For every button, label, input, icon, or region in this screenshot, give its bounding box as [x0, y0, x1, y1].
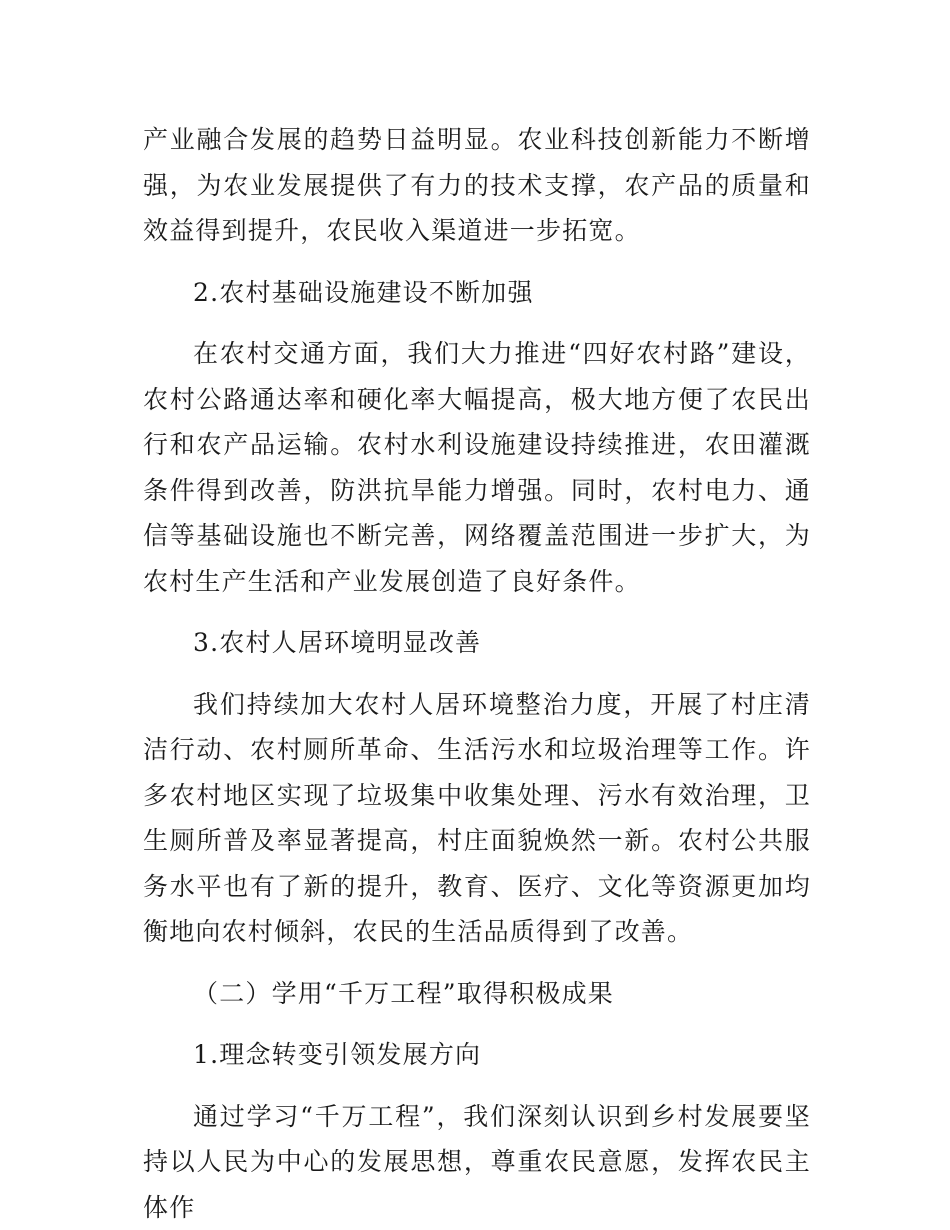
document-page [143, 117, 811, 1230]
paragraph-infrastructure: 在农村交通方面，我们大力推进“四好农村路”建设，农村公路通达率和硬化率大幅提高，极大地方便了农民出行和农产品运输。农村水利设施建设持续推进，农田灌溉条件得到改善，防洪抗旱能力增强。同时，农村电力、通信等基础设施也不断完善，网络覆盖范围进一步扩大，为农村生产生活和产业发展创造了良好条件。 [143, 339, 811, 596]
subheading-living-environment: 3.农村人居环境明显改善 [193, 628, 482, 657]
paragraph-continued: 产业融合发展的趋势日益明显。农业科技创新能力不断增强，为农业发展提供了有力的技术支撑，农产品的质量和效益得到提升，农民收入渠道进一步拓宽。 [143, 125, 811, 245]
paragraph-concept-change: 通过学习“千万工程”，我们深刻认识到乡村发展要坚持以人民为中心的发展思想，尊重农民意愿，发挥农民主体作 [143, 1101, 811, 1222]
subheading-concept-change: 1.理念转变引领发展方向 [193, 1040, 482, 1069]
paragraph-living-environment: 我们持续加大农村人居环境整治力度，开展了村庄清洁行动、农村厕所革命、生活污水和垃圾治理等工作。许多农村地区实现了垃圾集中收集处理、污水有效治理，卫生厕所普及率显著提高，村庄面貌焕然一新。农村公共服务水平也有了新的提升，教育、医疗、文化等资源更加均衡地向农村倾斜，农民的生活品质得到了改善。 [143, 689, 811, 946]
section-heading-qianwan-project: （二）学用“千万工程”取得积极成果 [193, 978, 614, 1008]
subheading-infrastructure: 2.农村基础设施建设不断加强 [193, 277, 534, 307]
